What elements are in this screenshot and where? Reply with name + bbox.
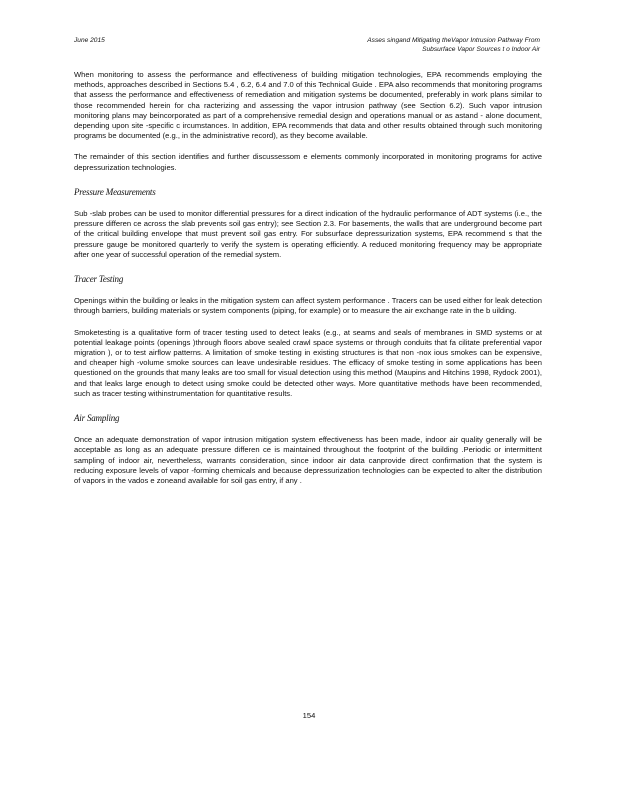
paragraph: When monitoring to assess the performance and effectiveness of building mitigation technologies, EPA recommends employing the methods, approaches described in Sections 5.4 , 6.2, 6.4 and 7.0 of this Technical Guide . EPA also recommends that monitoring programs that assess the performance and effectiveness of remediation and mitigation systems be documented, preferably in work plans similar to those recommended herein for cha racterizing and assessing the vapor intrusion pathway (see Section 6.2). Such vapor intrusion monitoring plans may beincorporated as part of a comprehensive remedial design and operations manual or as astand - alone document, depending upon site -specific c ircumstances. In addition, EPA recommends that data and other results obtained through such monitoring programs be documented (e.g., in the administrative record), as they become available. [74,70,542,141]
header-title-line-1: Asses singand Mitigating theVapor Intrusion Pathway From [367,37,540,44]
header-title [240,36,540,54]
paragraph: Sub -slab probes can be used to monitor differential pressures for a direct indication of the hydraulic performance of ADT systems (i.e., the pressure differen ce across the slab prevents soil gas entry); see Section 2.3. For basements, the walls that are underground become part of the critical building envelope that must prevent soil gas entry. For subsurface depressurization systems, EPA recommend s that the pressure gauge be monitored quarterly to verify the system is operating efficiently. A reduced monitoring frequency may be appropriate after one year of successful operation of the remedial system. [74,209,542,259]
header-date: June 2015 [74,37,105,44]
paragraph: The remainder of this section identifies and further discussessom e elements commonly incorporated in monitoring programs for active depressurization technologies. [74,152,542,172]
document-body [74,70,542,497]
header-title-line-2: Subsurface Vapor Sources t o Indoor Air [422,46,540,53]
paragraph: Smoketesting is a qualitative form of tracer testing used to detect leaks (e.g., at seams and seals of membranes in SMD systems or at potential leakage points (openings )through floors above sealed crawl space systems or through conduits that fa cilitate preferential vapor migration ), or to test airflow patterns. A limitation of smoke testing in existing structures is that non -nox ious smokes can be expensive, and cheaper high -volume smoke sources can leave undesirable residues. The efficacy of smoke testing in some applications has been questioned on the grounds that many leaks are too small for visual detection using this method (Maupins and Hitchins 1998, Rydock 2001), and that leaks large enough to detect using smoke could be detected other ways. More quantitative methods have been recommended, such as tracer testing withinstrumentation for quantitative results. [74,327,542,398]
section-heading-pressure-measurements: Pressure Measurements [74,186,156,197]
paragraph: Once an adequate demonstration of vapor intrusion mitigation system effectiveness has been made, indoor air quality generally will be acceptable as long as an adequate pressure differen ce is maintained throughout the footprint of the building .Periodic or intermittent sampling of indoor air, nevertheless, warrants consideration, since indoor air data canprovide direct confirmation that the system is reducing exposure levels of vapor -forming chemicals and because depressurization technologies can be expected to alter the distribution of vapors in the vados e zoneand available for soil gas entry, if any . [74,435,542,486]
page-number: 154 [302,711,316,720]
paragraph: Openings within the building or leaks in the mitigation system can affect system performance . Tracers can be used either for leak detection through barriers, building materials or system components (piping, for example) or to measure the air exchange rate in the b uilding. [74,296,542,316]
section-heading-tracer-testing: Tracer Testing [74,274,124,285]
section-heading-air-sampling: Air Sampling [74,413,120,424]
